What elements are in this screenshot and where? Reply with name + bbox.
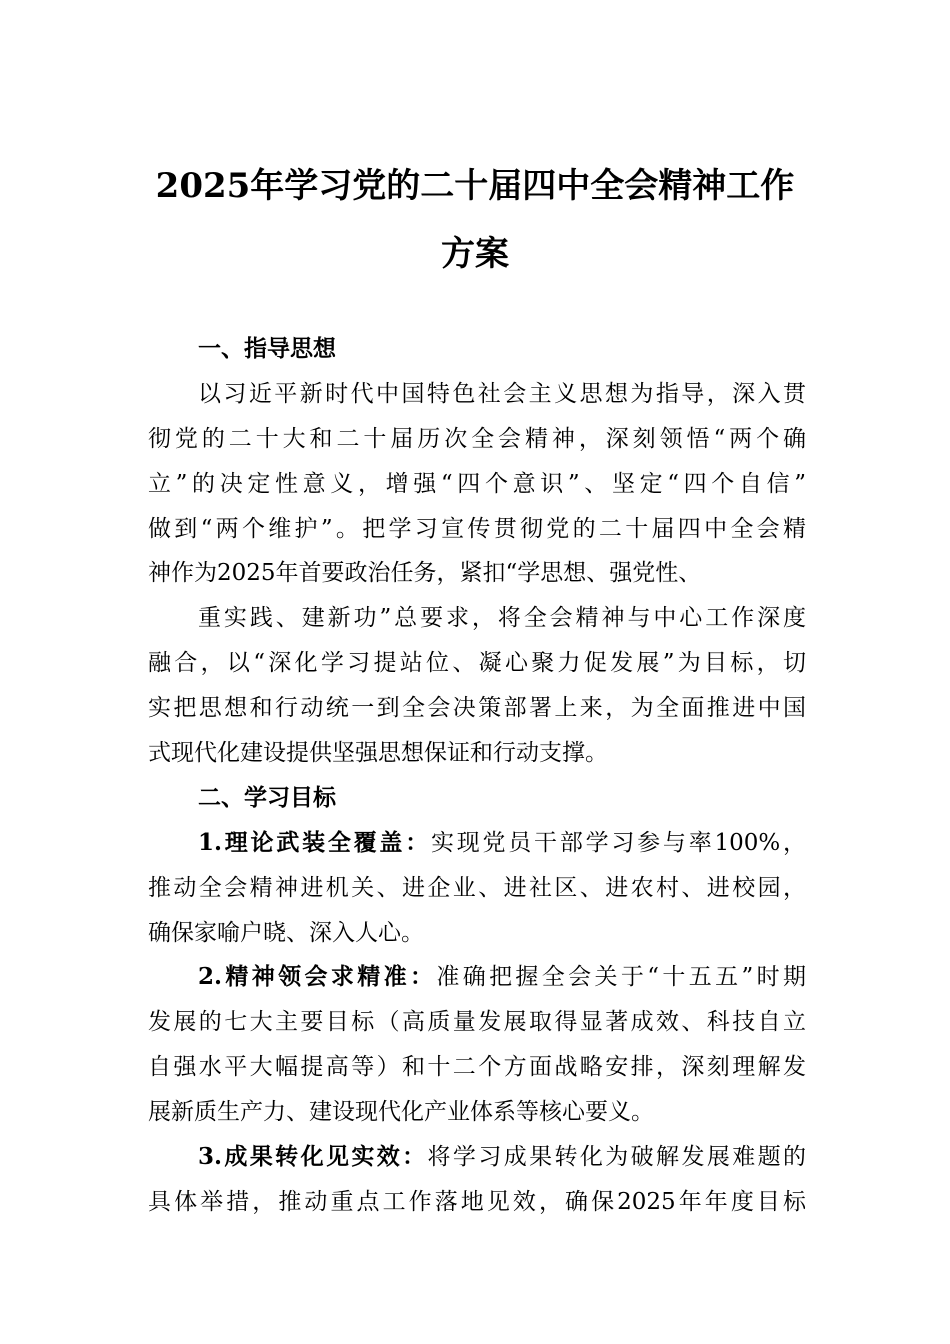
goal-text: 准确把握全会关于“十五五”时期 [436, 964, 806, 991]
paragraph-line: 做到“两个维护”。把学习宣传贯彻党的二十届四中全会精 [148, 515, 806, 542]
paragraph-line: 发展的七大主要目标（高质量发展取得显著成效、科技自立 [148, 1009, 806, 1036]
goal-label: 2.精神领会求精准： [198, 963, 437, 991]
paragraph-line: 神作为2025年首要政治任务，紧扣“学思想、强党性、 [148, 560, 702, 587]
document-title [0, 152, 950, 288]
paragraph-line: 融合，以“深化学习提站位、凝心聚力促发展”为目标，切 [148, 650, 806, 677]
title-line-2: 方案 [441, 234, 509, 274]
paragraph-line: 式现代化建设提供坚强思想保证和行动支撑。 [148, 740, 608, 767]
paragraph-line: 自强水平大幅提高等）和十二个方面战略安排，深刻理解发 [148, 1054, 806, 1081]
goal-1-first-line [148, 821, 806, 866]
title-line-1: 2025年学习党的二十届四中全会精神工作 [155, 166, 795, 206]
goal-text: 将学习成果转化为破解发展难题的 [427, 1144, 806, 1171]
paragraph-line: 推动全会精神进机关、进企业、进社区、进农村、进校园， [148, 874, 806, 901]
section-heading-learning-goals: 二、学习目标 [198, 783, 336, 811]
goal-2-first-line [148, 955, 806, 1000]
paragraph-line: 立”的决定性意义，增强“四个意识”、坚定“四个自信” [148, 470, 806, 497]
goal-label: 3.成果转化见实效： [198, 1143, 428, 1171]
paragraph-line: 确保家喻户晓、深入人心。 [148, 919, 424, 946]
document-body [148, 327, 806, 1225]
goal-3-first-line [148, 1135, 806, 1180]
paragraph-line: 重实践、建新功”总要求，将全会精神与中心工作深度 [198, 605, 806, 632]
paragraph-line: 展新质生产力、建设现代化产业体系等核心要义。 [148, 1099, 654, 1126]
paragraph-line: 具体举措，推动重点工作落地见效，确保2025年年度目标 [148, 1188, 806, 1215]
paragraph-line: 实把思想和行动统一到全会决策部署上来，为全面推进中国 [148, 695, 806, 722]
paragraph-line: 以习近平新时代中国特色社会主义思想为指导，深入贯 [198, 380, 806, 407]
section-heading-guiding-ideology: 一、指导思想 [198, 335, 336, 362]
paragraph-line: 彻党的二十大和二十届历次全会精神，深刻领悟“两个确 [148, 425, 806, 452]
goal-label: 1.理论武装全覆盖： [198, 828, 431, 856]
goal-text: 实现党员干部学习参与率100%， [430, 829, 806, 856]
